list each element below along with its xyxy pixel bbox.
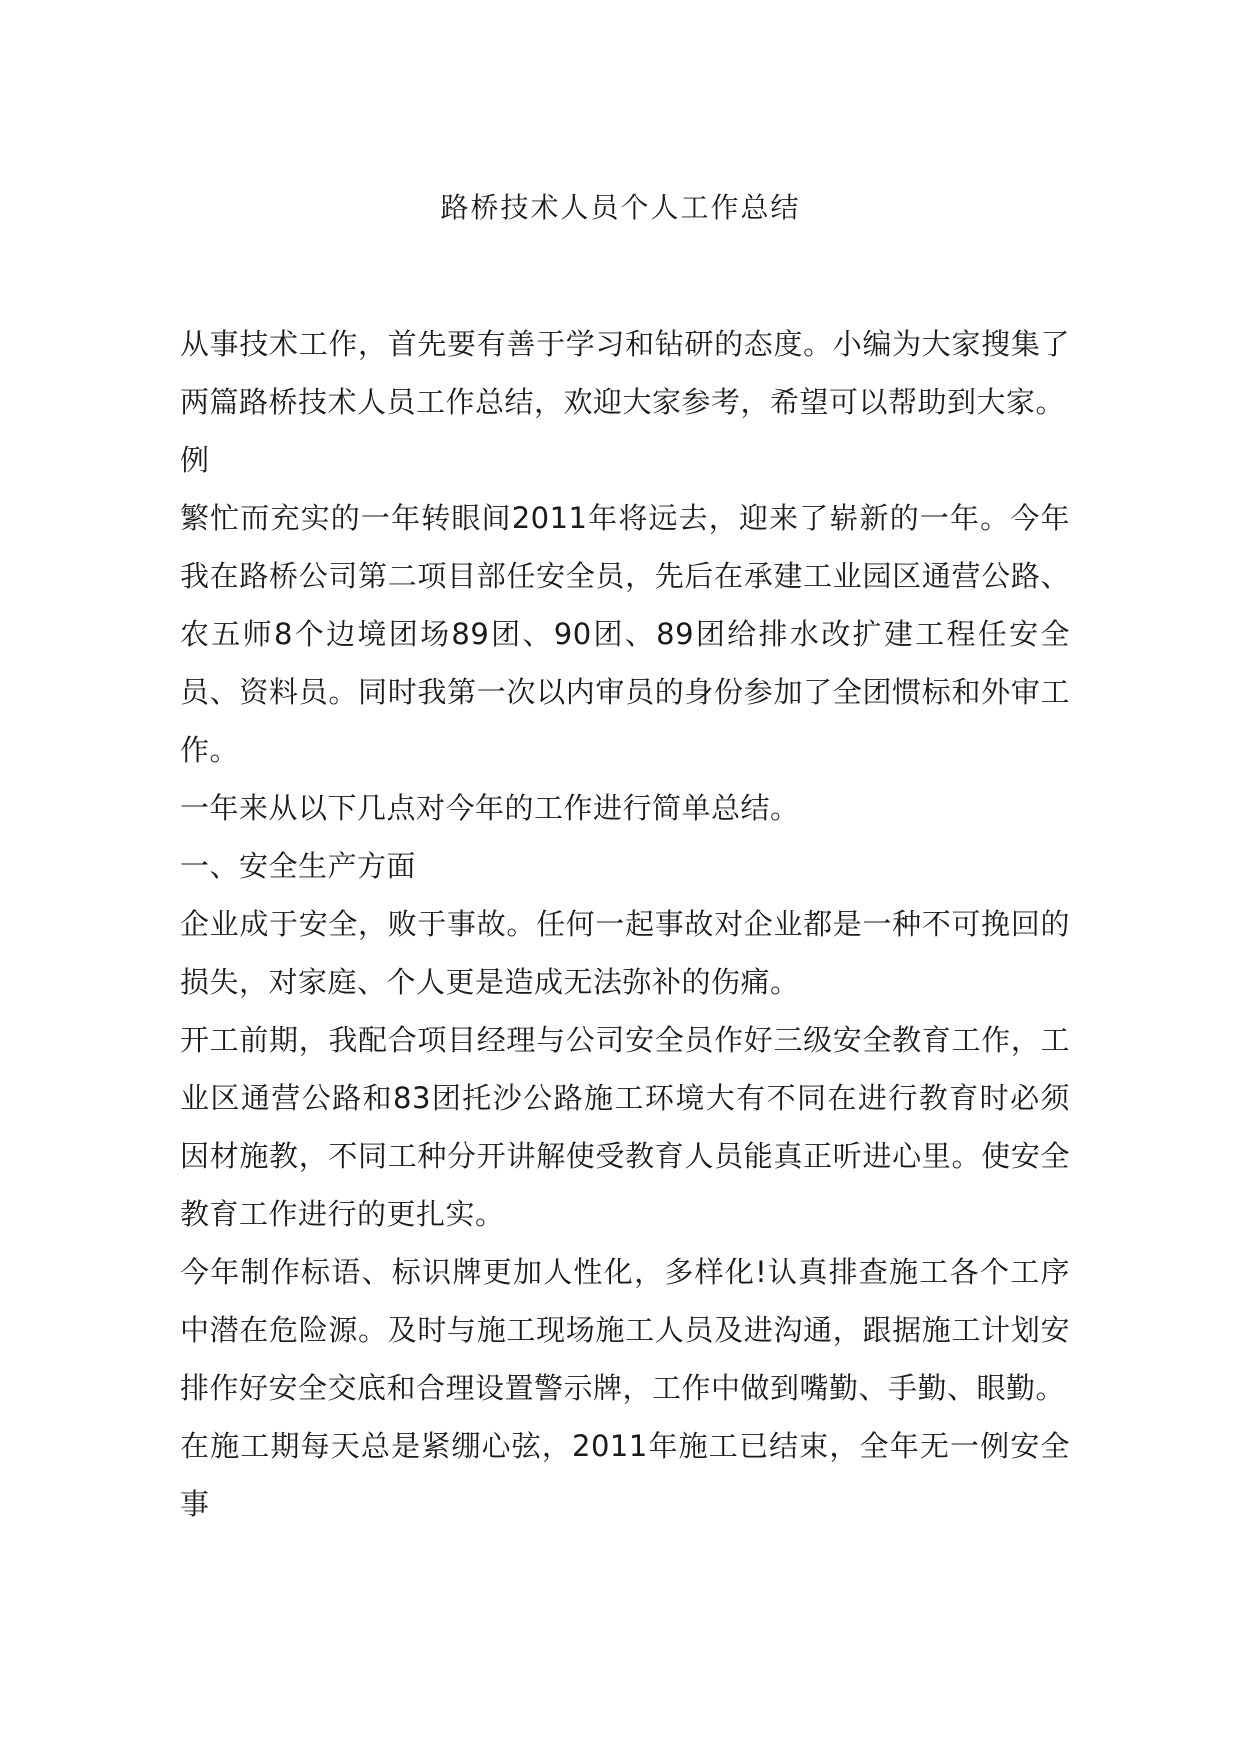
paragraph-summary-intro: 一年来从以下几点对今年的工作进行简单总结。 — [180, 791, 800, 825]
section-heading-safety: 一、安全生产方面 — [180, 849, 417, 883]
paragraph-safety-importance: 企业成于安全，败于事故。任何一起事故对企业都是一种不可挽回的损失，对家庭、个人更是造成无法弥补的伤痛。 — [180, 907, 1070, 999]
paragraph-year-overview: 繁忙而充实的一年转眼间2011年将远去，迎来了崭新的一年。今年我在路桥公司第二项目部任安全员，先后在承建工业园区通营公路、农五师8个边境团场89团、90团、89团给排水改扩建工程任安全员、资料员。同时我第一次以内审员的身份参加了全团惯标和外审工作。 — [180, 501, 1070, 767]
paragraph-intro: 从事技术工作，首先要有善于学习和钻研的态度。小编为大家搜集了两篇路桥技术人员工作总结，欢迎大家参考，希望可以帮助到大家。 — [180, 327, 1070, 419]
document-body — [180, 315, 1070, 1533]
paragraph-example-label: 例 — [180, 443, 210, 477]
paragraph-construction-period: 在施工期每天总是紧绷心弦，2011年施工已结束，全年无一例安全事 — [180, 1429, 1070, 1521]
paragraph-signage: 今年制作标语、标识牌更加人性化，多样化!认真排查施工各个工序中潜在危险源。及时与施工现场施工人员及进沟通，跟据施工计划安排作好安全交底和合理设置警示牌，工作中做到嘴勤、手勤、眼勤。 — [180, 1255, 1070, 1405]
document-title: 路桥技术人员个人工作总结 — [440, 191, 801, 224]
paragraph-safety-education: 开工前期，我配合项目经理与公司安全员作好三级安全教育工作，工业区通营公路和83团托沙公路施工环境大有不同在进行教育时必须因材施教，不同工种分开讲解使受教育人员能真正听进心里。使安全教育工作进行的更扎实。 — [180, 1023, 1070, 1231]
